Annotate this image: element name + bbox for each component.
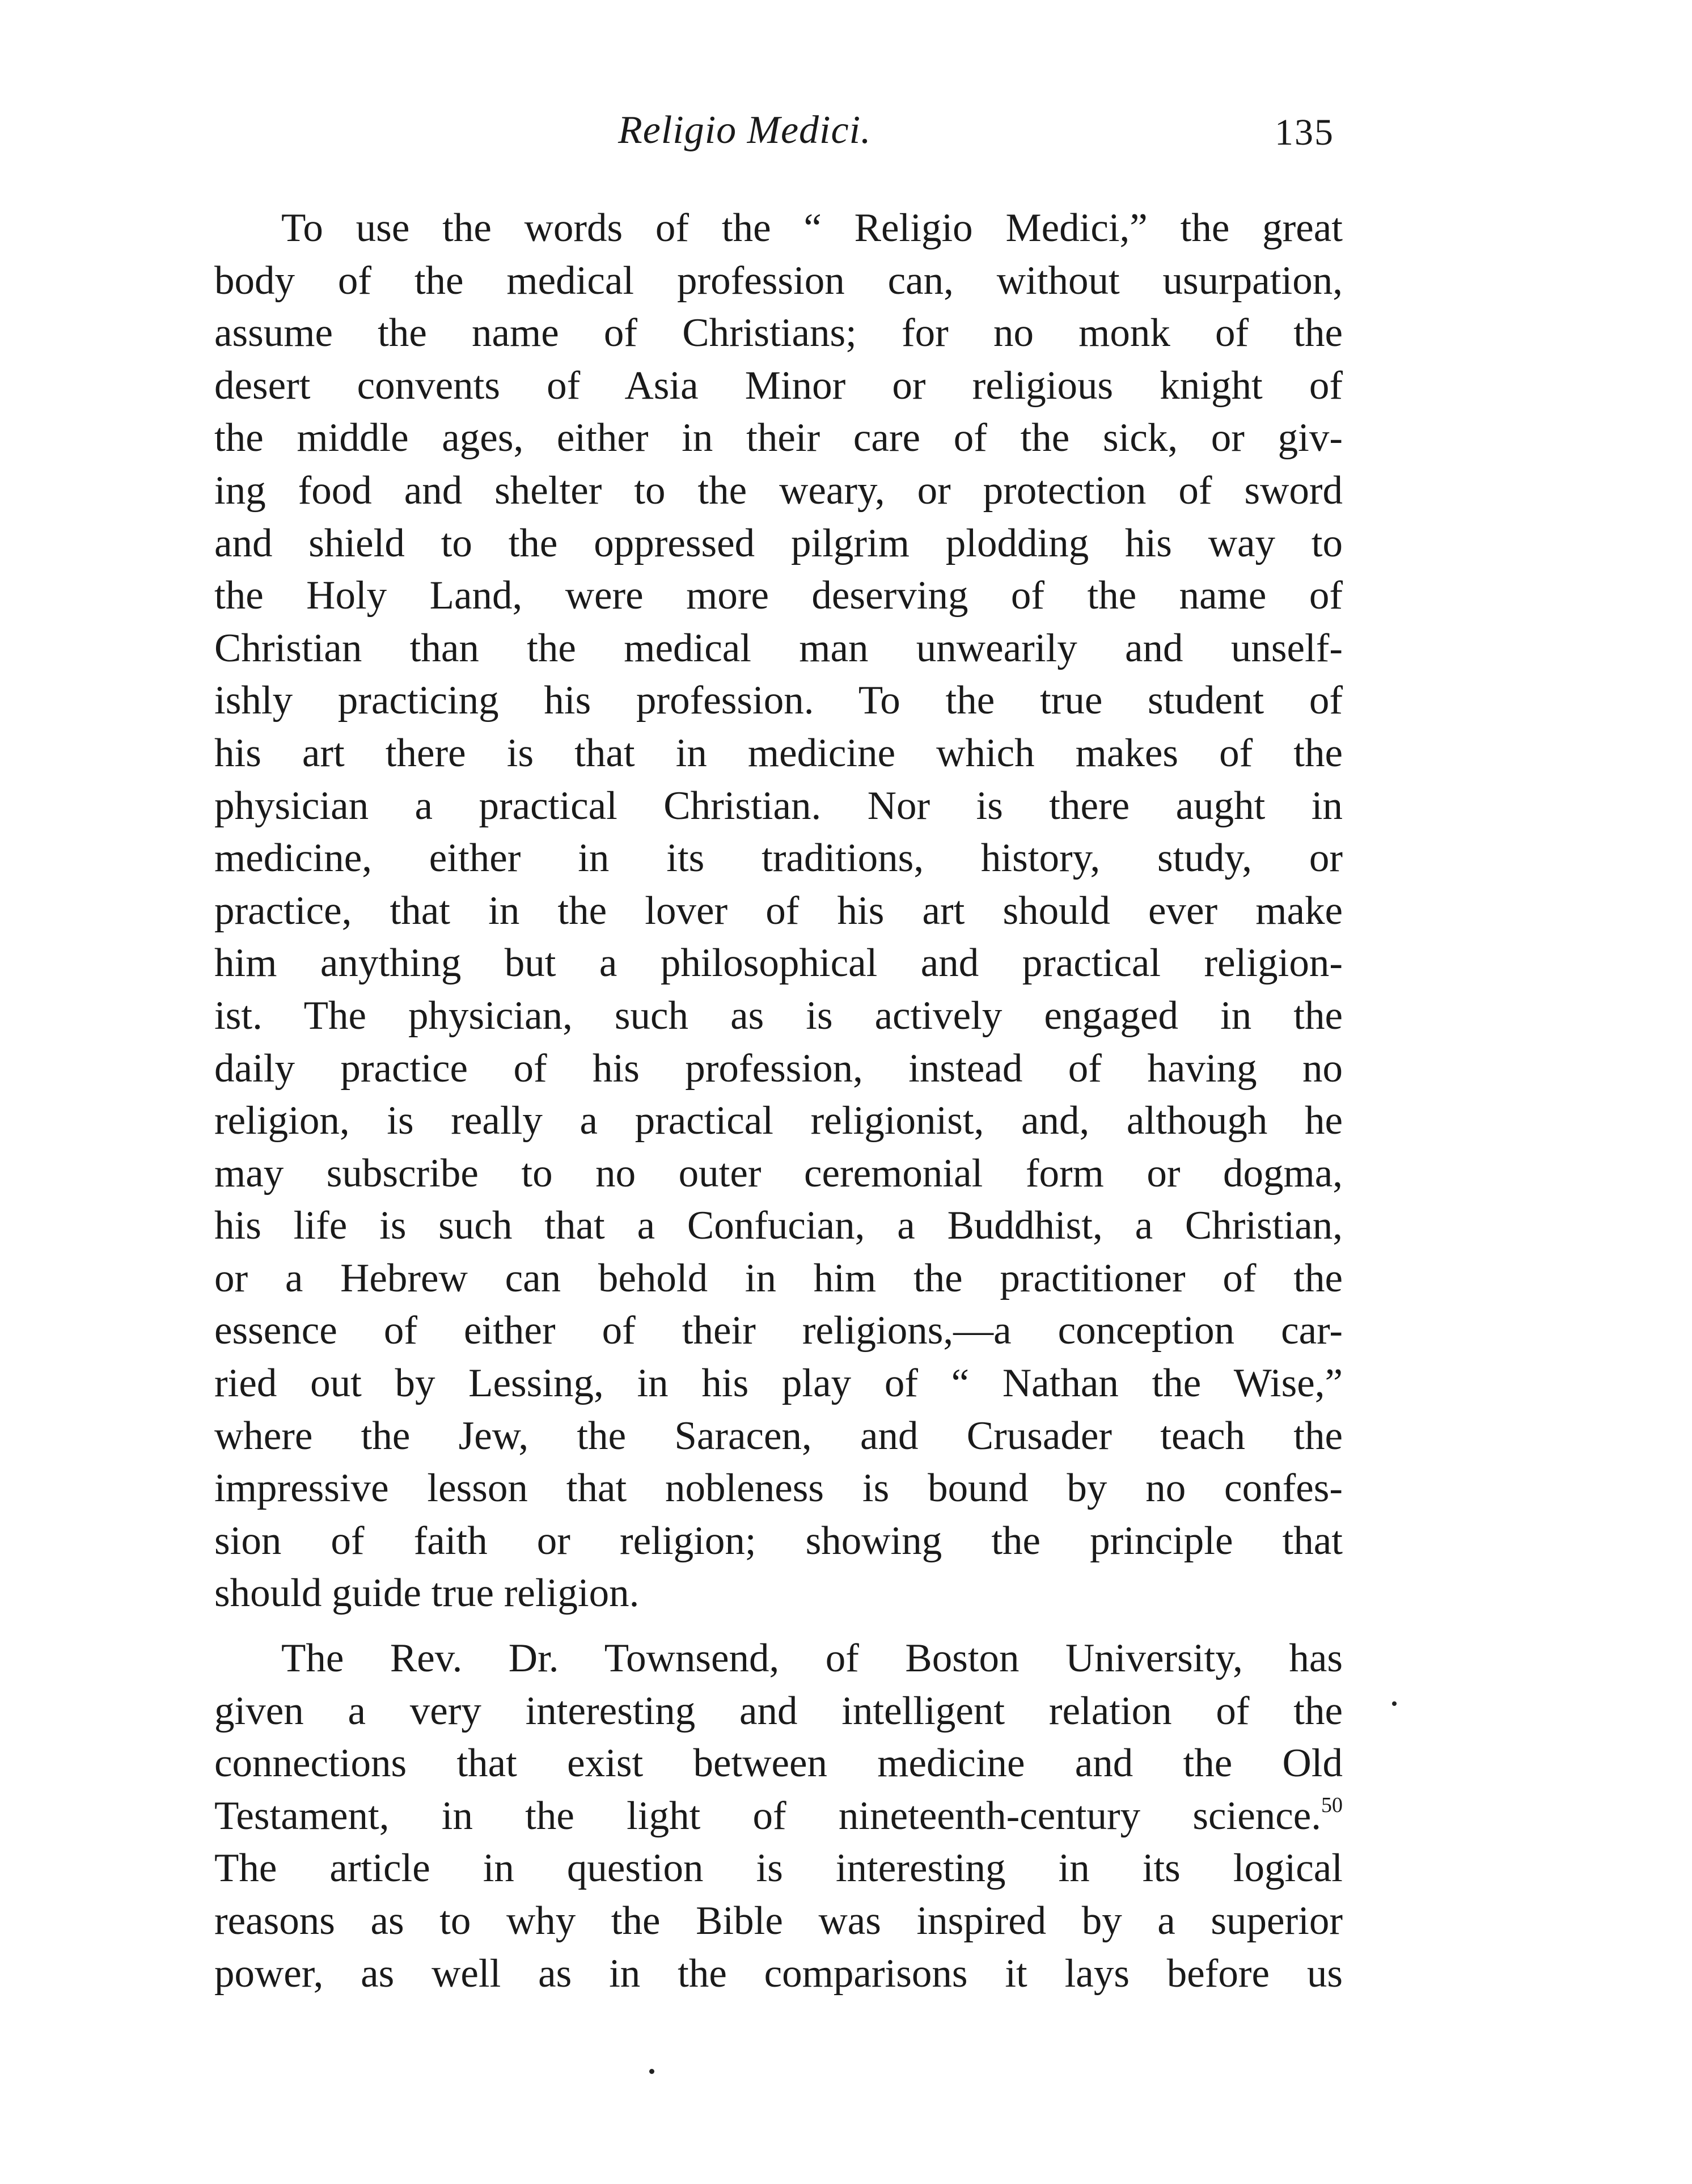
text-line: The article in question is interesting in its logical [214, 1846, 1343, 1891]
text-line: should guide true religion. [214, 1571, 640, 1616]
text-line: connections that exist between medicine and the Old [214, 1741, 1343, 1786]
ink-speck [649, 2069, 654, 2074]
text-line: him anything but a philosophical and practical religion- [214, 941, 1343, 986]
text-line: ishly practicing his profession. To the true student of [214, 678, 1343, 723]
text-line: ist. The physician, such as is actively engaged in the [214, 993, 1343, 1038]
text-line: assume the name of Christians; for no monk of the [214, 311, 1343, 356]
body-text [214, 202, 1343, 2000]
text-line: and shield to the oppressed pilgrim plodding his way to [214, 521, 1343, 565]
paragraph-gap [214, 1620, 1343, 1632]
text-line-content: Testament, in the light of nineteenth-century science. [214, 1793, 1321, 1838]
ink-speck [1392, 1701, 1397, 1706]
text-line: the middle ages, either in their care of the sick, or giv- [214, 416, 1343, 461]
text-line: Christian than the medical man unwearily and unself- [214, 626, 1343, 670]
text-line: body of the medical profession can, without usurpation, [214, 258, 1343, 303]
text-line: ried out by Lessing, in his play of “ Nathan the Wise,” [214, 1361, 1343, 1406]
text-line: medicine, either in its traditions, history, study, or [214, 836, 1343, 881]
running-title: Religio Medici. [618, 108, 872, 152]
page-number: 135 [1275, 112, 1334, 153]
paragraph-1 [214, 202, 1343, 1620]
text-line: religion, is really a practical religionist, and, although he [214, 1099, 1343, 1143]
text-line: impressive lesson that nobleness is bound by no confes- [214, 1466, 1343, 1511]
text-line: practice, that in the lover of his art should ever make [214, 888, 1343, 933]
text-line: daily practice of his profession, instead of having no [214, 1046, 1343, 1091]
text-line: To use the words of the “ Religio Medici,” the great [281, 206, 1343, 250]
text-line: where the Jew, the Saracen, and Crusader teach the [214, 1413, 1343, 1458]
footnote-reference[interactable]: 50 [1321, 1793, 1343, 1817]
text-line: sion of faith or religion; showing the principle that [214, 1518, 1343, 1563]
text-line: essence of either of their religions,—a conception car- [214, 1308, 1343, 1353]
text-line: reasons as to why the Bible was inspired by a superior [214, 1899, 1343, 1943]
text-line: his art there is that in medicine which makes of the [214, 730, 1343, 775]
text-line: physician a practical Christian. Nor is there aught in [214, 783, 1343, 828]
text-line: desert convents of Asia Minor or religious knight of [214, 363, 1343, 408]
text-line: The Rev. Dr. Townsend, of Boston University, has [281, 1636, 1343, 1681]
text-line: given a very interesting and intelligent relation of the [214, 1688, 1343, 1733]
text-line: power, as well as in the comparisons it lays before us [214, 1951, 1343, 1996]
text-line: may subscribe to no outer ceremonial form or dogma, [214, 1151, 1343, 1196]
text-line [214, 1790, 1343, 1843]
text-line: his life is such that a Confucian, a Buddhist, a Christian, [214, 1203, 1343, 1248]
paragraph-2 [214, 1632, 1343, 2000]
text-line: ing food and shelter to the weary, or protection of sword [214, 468, 1343, 513]
text-line: the Holy Land, were more deserving of the name of [214, 573, 1343, 618]
text-line: or a Hebrew can behold in him the practitioner of the [214, 1256, 1343, 1300]
